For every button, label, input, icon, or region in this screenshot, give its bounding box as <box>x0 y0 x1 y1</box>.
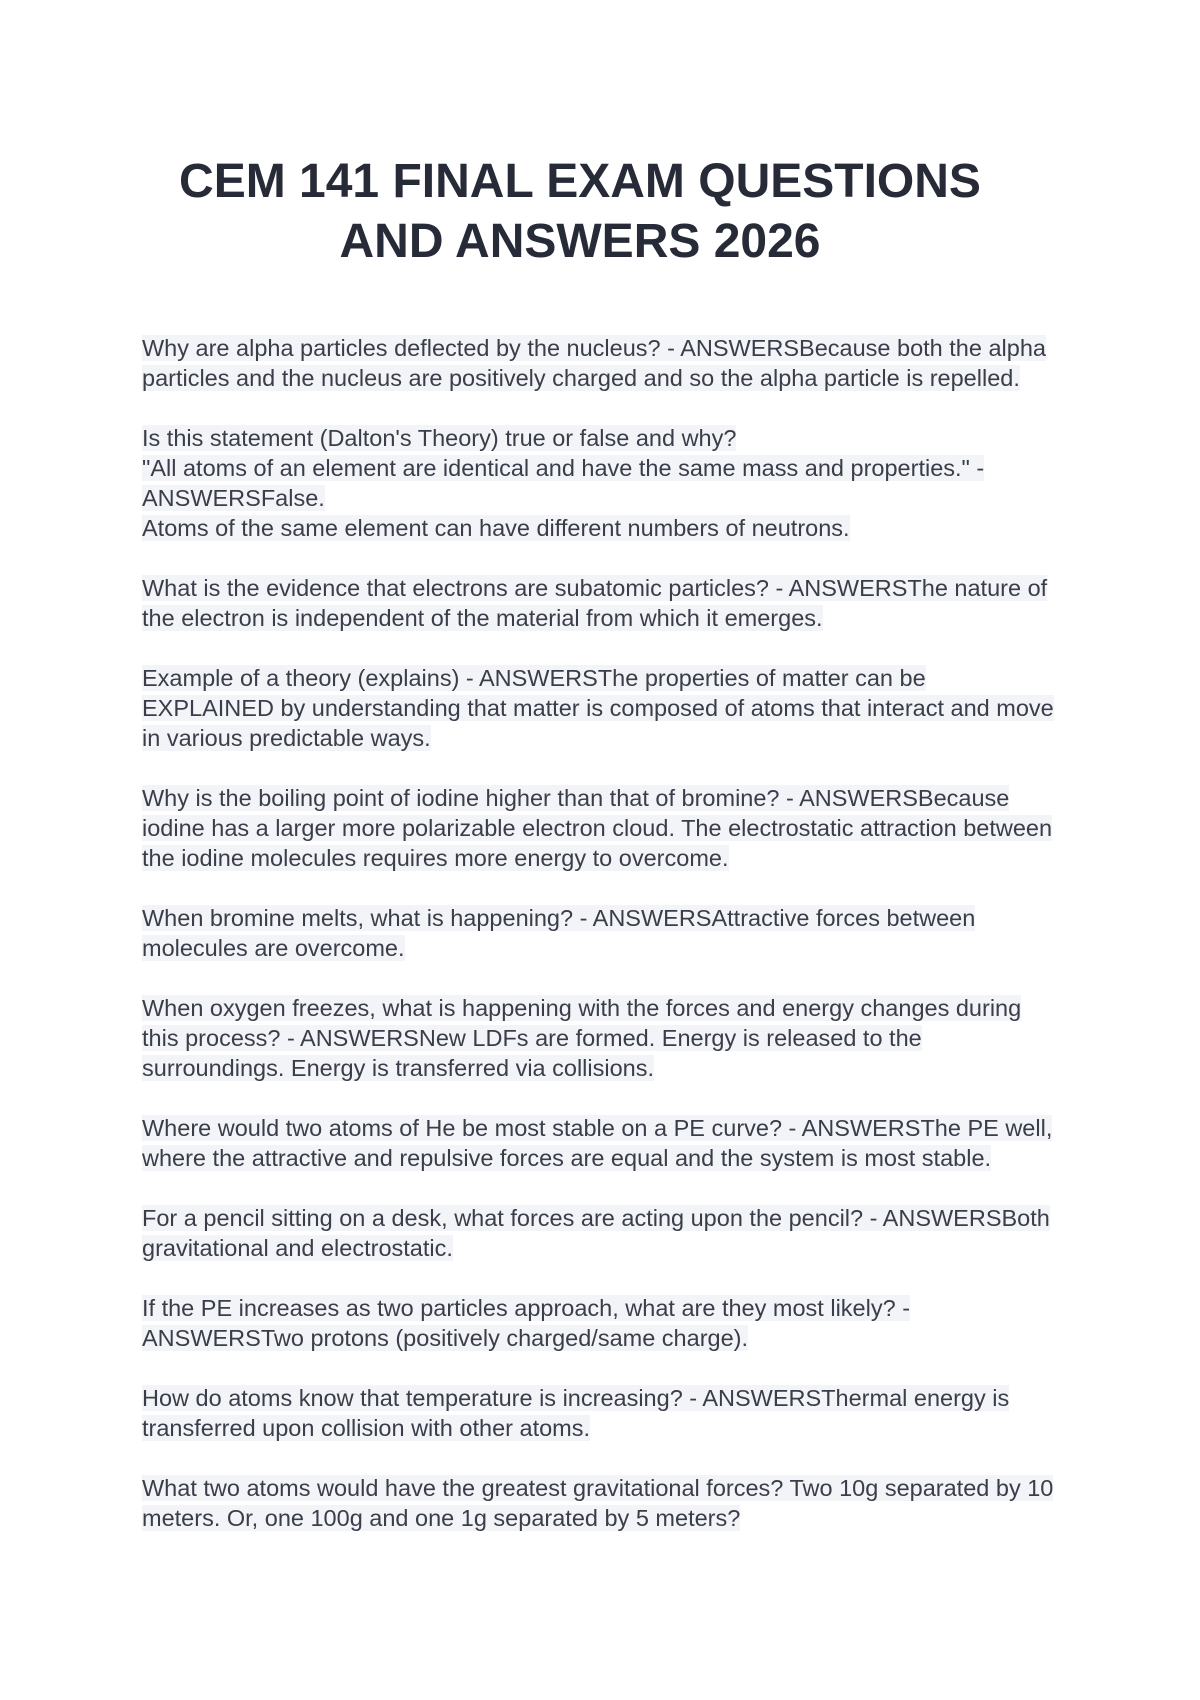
title-line: AND ANSWERS 2026 <box>339 215 821 268</box>
title-line: CEM 141 FINAL EXAM QUESTIONS <box>179 155 981 208</box>
page-title <box>150 152 1010 272</box>
qa-list <box>142 333 1062 1563</box>
qa-line: iodine has a larger more polarizable electron cloud. The electrostatic attraction between <box>142 815 1053 841</box>
qa-item <box>142 1383 1062 1443</box>
qa-item <box>142 1473 1062 1533</box>
qa-line: When bromine melts, what is happening? - ANSWERSAttractive forces between <box>142 905 976 931</box>
qa-item <box>142 423 1062 543</box>
qa-line: For a pencil sitting on a desk, what forces are acting upon the pencil? - ANSWERSBoth <box>142 1205 1050 1231</box>
qa-line: ANSWERSFalse. <box>142 485 325 511</box>
qa-item <box>142 333 1062 393</box>
qa-line: meters. Or, one 100g and one 1g separated by 5 meters? <box>142 1505 741 1531</box>
qa-line: How do atoms know that temperature is increasing? - ANSWERSThermal energy is <box>142 1385 1010 1411</box>
qa-line: Is this statement (Dalton's Theory) true or false and why? <box>142 425 737 451</box>
qa-line: the iodine molecules requires more energy to overcome. <box>142 845 729 871</box>
qa-line: surroundings. Energy is transferred via collisions. <box>142 1055 655 1081</box>
qa-line: If the PE increases as two particles approach, what are they most likely? - <box>142 1295 911 1321</box>
qa-line: in various predictable ways. <box>142 725 431 751</box>
qa-item <box>142 903 1062 963</box>
qa-line: particles and the nucleus are positively charged and so the alpha particle is repelled. <box>142 365 1020 391</box>
qa-item <box>142 663 1062 753</box>
qa-line: gravitational and electrostatic. <box>142 1235 453 1261</box>
qa-line: "All atoms of an element are identical and have the same mass and properties." - <box>142 455 985 481</box>
qa-line: Why is the boiling point of iodine higher than that of bromine? - ANSWERSBecause <box>142 785 1010 811</box>
qa-line: When oxygen freezes, what is happening with the forces and energy changes during <box>142 995 1022 1021</box>
qa-item <box>142 573 1062 633</box>
qa-line: Example of a theory (explains) - ANSWERSThe properties of matter can be <box>142 665 926 691</box>
qa-item <box>142 1293 1062 1353</box>
qa-item <box>142 1113 1062 1173</box>
qa-line: Atoms of the same element can have different numbers of neutrons. <box>142 515 850 541</box>
qa-line: molecules are overcome. <box>142 935 405 961</box>
qa-line: EXPLAINED by understanding that matter is composed of atoms that interact and move <box>142 695 1054 721</box>
qa-line: transferred upon collision with other atoms. <box>142 1415 591 1441</box>
qa-line: Why are alpha particles deflected by the nucleus? - ANSWERSBecause both the alpha <box>142 335 1046 361</box>
qa-line: What two atoms would have the greatest gravitational forces? Two 10g separated by 10 <box>142 1475 1054 1501</box>
qa-line: Where would two atoms of He be most stable on a PE curve? - ANSWERSThe PE well, <box>142 1115 1053 1141</box>
qa-item <box>142 993 1062 1083</box>
qa-line: where the attractive and repulsive forces are equal and the system is most stable. <box>142 1145 992 1171</box>
qa-line: this process? - ANSWERSNew LDFs are formed. Energy is released to the <box>142 1025 922 1051</box>
qa-item <box>142 783 1062 873</box>
qa-line: What is the evidence that electrons are subatomic particles? - ANSWERSThe nature of <box>142 575 1048 601</box>
qa-line: the electron is independent of the material from which it emerges. <box>142 605 823 631</box>
qa-line: ANSWERSTwo protons (positively charged/same charge). <box>142 1325 749 1351</box>
qa-item <box>142 1203 1062 1263</box>
